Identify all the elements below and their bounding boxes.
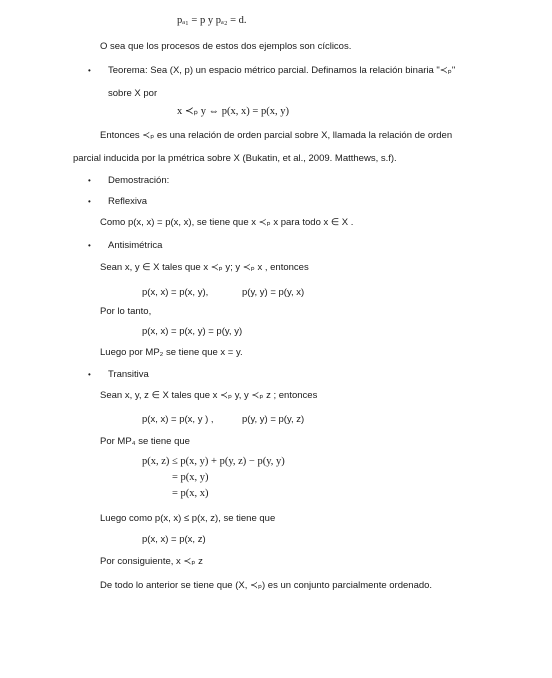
inequality-line-1: p(x, z) ≤ p(x, y) + p(y, z) − p(y, y) (142, 456, 285, 467)
transitiva-text: Sean x, y, z ∈ X tales que x ≺ₚ y, y ≺ₚ z ; entonces (100, 390, 318, 401)
text-por-consiguiente: Por consiguiente, x ≺ₚ z (100, 556, 203, 567)
text-por-mp4: Por MP₄ se tiene que (100, 436, 190, 447)
paragraph-entonces-cont: parcial inducida por la pmétrica sobre X (Bukatin, et al., 2009. Matthews, s.f). (73, 153, 397, 164)
heading-transitiva: Transitiva (108, 369, 149, 380)
antisimetrica-text: Sean x, y ∈ X tales que x ≺ₚ y; y ≺ₚ x , entonces (100, 262, 309, 273)
equation-pyy: p(y, y) = p(y, x) (242, 287, 305, 298)
equation-pxx-pxy: p(x, x) = p(x, y ) , (142, 414, 214, 425)
bullet: • (88, 176, 91, 185)
inequality-line-3: = p(x, x) (172, 488, 209, 499)
bullet: • (88, 370, 91, 379)
inequality-line-2: = p(x, y) (172, 472, 209, 483)
theorem-statement: Teorema: Sea (X, p) un espacio métrico parcial. Definamos la relación binaria "≺ₚ" (108, 65, 456, 76)
equation-pxx: p(x, x) = p(x, y), (142, 287, 209, 298)
equation-pyy-pyz: p(y, y) = p(y, z) (242, 414, 305, 425)
heading-antisimetrica: Antisimétrica (108, 240, 163, 251)
definition-formula: x ≺ₚ y ⇔ p(x, x) = p(x, y) (177, 106, 289, 117)
heading-reflexiva: Reflexiva (108, 196, 148, 207)
text-por-lo-tanto: Por lo tanto, (100, 306, 152, 317)
text-luego-como: Luego como p(x, x) ≤ p(x, z), se tiene que (100, 513, 276, 524)
reflexiva-text: Como p(x, x) = p(x, x), se tiene que x ≺ₚ x para todo x ∈ X . (100, 217, 354, 228)
equation-pxx-pxz: p(x, x) = p(x, z) (142, 534, 206, 545)
formula-p-a1-a2: pₐ₁ = p y pₐ₂ = d. (177, 15, 247, 26)
conclusion-text: De todo lo anterior se tiene que (X, ≺ₚ) es un conjunto parcialmente ordenado. (100, 580, 433, 591)
text-luego-mp2: Luego por MP₂ se tiene que x = y. (100, 347, 243, 358)
paragraph-ciclicos: O sea que los procesos de estos dos ejemplos son cíclicos. (100, 41, 352, 52)
bullet: • (88, 241, 91, 250)
theorem-statement-cont: sobre X por (108, 88, 158, 99)
bullet: • (88, 66, 91, 75)
equation-chain: p(x, x) = p(x, y) = p(y, y) (142, 326, 243, 337)
bullet: • (88, 197, 91, 206)
heading-demostracion: Demostración: (108, 175, 170, 186)
paragraph-entonces: Entonces ≺ₚ es una relación de orden parcial sobre X, llamada la relación de orden (100, 130, 453, 141)
